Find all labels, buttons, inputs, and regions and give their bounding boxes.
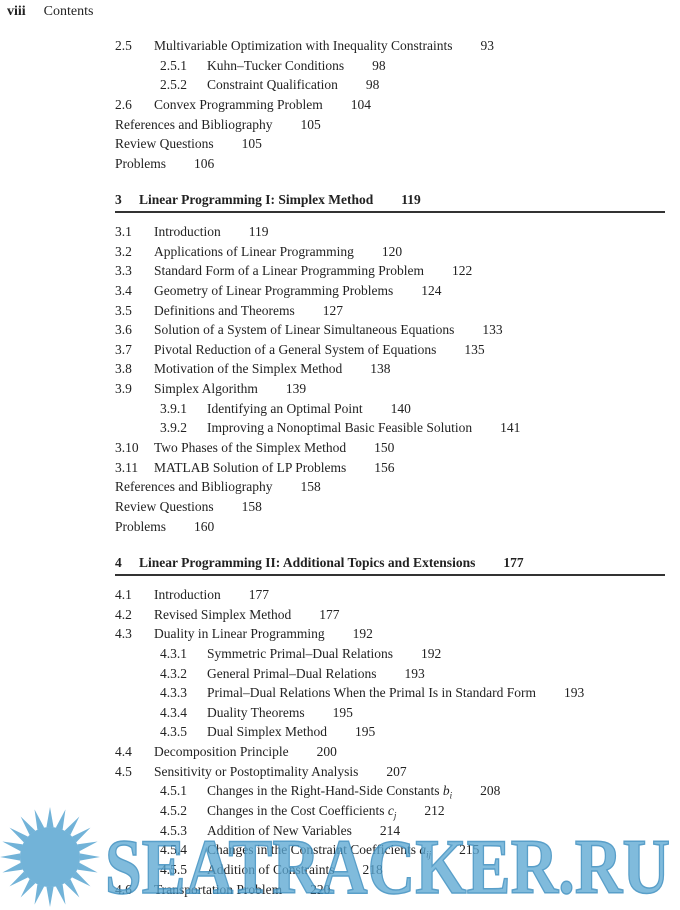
- entry-number: 3.11: [115, 459, 139, 475]
- toc-entry[interactable]: [115, 742, 665, 762]
- entry-page: 120: [381, 243, 403, 259]
- sun-ray: [77, 863, 97, 873]
- entry-title: Problems: [115, 518, 167, 534]
- entry-page: 158: [300, 479, 321, 495]
- toc-entry[interactable]: [115, 134, 665, 154]
- entry-title: Addition of New Variables: [207, 822, 352, 838]
- entry-page: 193: [563, 685, 585, 701]
- entry-page: 124: [421, 282, 442, 298]
- entry-number: 4.3.3: [160, 685, 187, 701]
- toc-block-chapter-4: [115, 585, 665, 899]
- entry-page: 150: [374, 440, 395, 456]
- entry-title: Changes in the Constraint Coefficients: [207, 842, 416, 858]
- entry-title: Introduction: [154, 587, 221, 602]
- entry-page: 138: [370, 361, 391, 377]
- entry-page: 218: [362, 861, 383, 877]
- entry-page: 119: [248, 224, 269, 239]
- toc-entry[interactable]: [115, 585, 665, 605]
- toc-entry[interactable]: [115, 115, 665, 135]
- entry-page: 139: [285, 381, 307, 397]
- entry-number: 3.6: [115, 322, 132, 338]
- toc-entry[interactable]: [115, 664, 665, 684]
- entry-page: 140: [390, 400, 411, 416]
- toc-entry[interactable]: [115, 36, 665, 56]
- entry-page: 214: [379, 822, 401, 838]
- toc-entry[interactable]: [115, 458, 665, 478]
- entry-page: 104: [350, 96, 371, 112]
- entry-title: Convex Programming Problem: [154, 96, 323, 112]
- sun-ray: [2, 842, 22, 852]
- entry-number: 2.5.2: [160, 77, 187, 93]
- entry-title: Multivariable Optimization with Inequality Constraints: [154, 38, 453, 53]
- entry-page: 105: [300, 116, 321, 132]
- entry-page: 220: [310, 881, 331, 897]
- entry-title: Review Questions: [115, 136, 214, 152]
- sun-ray: [35, 884, 45, 904]
- entry-title: Definitions and Theorems: [154, 302, 295, 318]
- entry-number: 4.3.1: [160, 645, 187, 661]
- entry-number: 3.3: [115, 263, 132, 279]
- entry-number: 3.8: [115, 361, 132, 377]
- chapter-heading-4[interactable]: [115, 555, 665, 576]
- entry-title: Motivation of the Simplex Method: [154, 361, 343, 377]
- sun-ray: [46, 887, 53, 907]
- entry-title: Identifying an Optimal Point: [207, 400, 363, 416]
- sun-ray: [56, 809, 66, 829]
- chapter-number: 3: [115, 192, 122, 207]
- entry-number: 4.5.1: [160, 783, 187, 799]
- entry-title: Changes in the Cost Coefficients: [207, 803, 385, 819]
- entry-number: 2.5.1: [160, 57, 187, 73]
- sun-ray: [72, 828, 91, 843]
- entry-title: Two Phases of the Simplex Method: [154, 440, 347, 456]
- toc-entry[interactable]: [115, 95, 665, 115]
- toc-entry[interactable]: [115, 379, 665, 399]
- entry-number: 4.3.4: [160, 704, 187, 720]
- entry-page: 177: [248, 587, 269, 602]
- entry-page: 133: [482, 322, 503, 338]
- toc-entry[interactable]: [115, 301, 665, 321]
- entry-number: 4.5.3: [160, 822, 187, 838]
- entry-title: References and Bibliography: [115, 479, 273, 495]
- entry-page: 158: [241, 498, 262, 514]
- entry-number: 4.3: [115, 626, 132, 642]
- entry-title: Geometry of Linear Programming Problems: [154, 282, 394, 298]
- entry-number: 3.10: [115, 440, 139, 456]
- entry-page: 195: [332, 704, 353, 720]
- sun-ray: [10, 872, 29, 887]
- toc-entry[interactable]: [115, 438, 665, 458]
- sun-ray: [56, 884, 66, 904]
- entry-title: Improving a Nonoptimal Basic Feasible Solution: [207, 420, 473, 436]
- toc-entry[interactable]: [115, 418, 665, 438]
- entry-number: 4.4: [115, 744, 132, 760]
- entry-number: 2.5: [115, 38, 132, 53]
- entry-title: Pivotal Reduction of a General System of Equations: [154, 341, 437, 357]
- entry-page: 177: [319, 606, 340, 622]
- entry-title: Introduction: [154, 224, 221, 239]
- entry-number: 2.6: [115, 96, 132, 112]
- entry-title: Sensitivity or Postoptimality Analysis: [154, 763, 359, 779]
- entry-number: 4.5.4: [160, 842, 187, 858]
- toc-entry[interactable]: [115, 340, 665, 360]
- sun-ray: [10, 828, 29, 843]
- entry-page: 192: [420, 645, 442, 661]
- toc-entry[interactable]: [115, 624, 665, 644]
- chapter-page: 119: [401, 192, 421, 207]
- sun-ray: [72, 872, 91, 887]
- entry-page: 127: [322, 302, 343, 318]
- toc-entry[interactable]: [115, 320, 665, 340]
- toc-entry[interactable]: [115, 762, 665, 782]
- toc-entry[interactable]: [115, 261, 665, 281]
- entry-title: Transportation Problem: [154, 881, 283, 897]
- entry-title: Revised Simplex Method: [154, 606, 292, 622]
- chapter-number: 4: [115, 555, 122, 570]
- toc-entry[interactable]: [115, 860, 665, 880]
- sun-ray: [80, 853, 100, 860]
- entry-number: 4.1: [115, 587, 132, 602]
- toc-entry[interactable]: [115, 801, 665, 821]
- toc-entry[interactable]: [115, 222, 665, 242]
- entry-math-subscript: i: [449, 791, 453, 802]
- entry-title: Review Questions: [115, 498, 214, 514]
- entry-page: 93: [480, 38, 494, 53]
- toc-entry[interactable]: [115, 644, 665, 664]
- entry-title: Primal–Dual Relations When the Primal Is in Standard Form: [207, 685, 536, 701]
- entry-title: References and Bibliography: [115, 116, 273, 132]
- sun-ray: [77, 842, 97, 852]
- entry-title: Applications of Linear Programming: [154, 243, 354, 259]
- chapter-title: Linear Programming II: Additional Topics and Extensions: [139, 555, 476, 570]
- entry-number: 3.9.2: [160, 420, 187, 436]
- entry-number: 4.5.5: [160, 861, 187, 877]
- entry-title: Duality in Linear Programming: [154, 626, 325, 642]
- entry-page: 156: [374, 459, 395, 475]
- toc-block-chapter-3: [115, 222, 665, 536]
- entry-math-subscript: j: [393, 810, 397, 821]
- entry-page: 98: [365, 77, 380, 93]
- entry-page: 207: [386, 763, 407, 779]
- toc-entry[interactable]: [115, 880, 665, 900]
- entry-number: 4.5: [115, 763, 132, 779]
- entry-page: 141: [500, 420, 521, 436]
- toc-entry[interactable]: [115, 840, 665, 860]
- entry-number: 4.2: [115, 606, 132, 622]
- toc-entry[interactable]: [115, 56, 665, 76]
- toc-entry[interactable]: [115, 497, 665, 517]
- entry-title: Symmetric Primal–Dual Relations: [207, 645, 393, 661]
- toc-entry[interactable]: [115, 722, 665, 742]
- toc-entry[interactable]: [115, 605, 665, 625]
- entry-page: 122: [451, 263, 473, 279]
- entry-number: 3.9.1: [160, 400, 187, 416]
- entry-number: 3.7: [115, 341, 132, 357]
- toc-entry[interactable]: [115, 154, 665, 174]
- entry-page: 105: [241, 136, 262, 152]
- entry-page: 212: [424, 803, 445, 819]
- chapter-title: Linear Programming I: Simplex Method: [139, 192, 374, 207]
- entry-title: MATLAB Solution of LP Problems: [154, 459, 347, 475]
- sun-ray: [0, 853, 20, 860]
- entry-page: 208: [480, 783, 501, 799]
- entry-title: Solution of a System of Linear Simultaneous Equations: [154, 322, 455, 338]
- entry-title: Dual Simplex Method: [207, 724, 327, 740]
- sun-ray: [21, 879, 36, 898]
- toc-entry[interactable]: [115, 683, 665, 703]
- entry-page: 98: [372, 57, 386, 73]
- entry-math-variable: a: [419, 842, 427, 858]
- sun-ray: [65, 879, 80, 898]
- watermark-text: SEATRACKER.RU: [105, 823, 670, 910]
- toc-entry[interactable]: [115, 821, 665, 841]
- entry-page: 192: [352, 626, 373, 642]
- sun-ray: [21, 817, 36, 836]
- entry-page: 135: [464, 341, 485, 357]
- entry-title: Addition of Constraints: [207, 861, 335, 877]
- sun-icon: [0, 807, 100, 907]
- entry-title: Decomposition Principle: [154, 744, 289, 760]
- entry-page: 200: [316, 744, 337, 760]
- entry-number: 4.6: [115, 881, 132, 897]
- entry-page: 215: [459, 842, 480, 858]
- running-header: [7, 4, 93, 20]
- entry-number: 3.1: [115, 224, 132, 239]
- entry-title: Kuhn–Tucker Conditions: [207, 57, 345, 73]
- sun-ray: [35, 809, 45, 829]
- toc-entry[interactable]: [115, 703, 665, 723]
- entry-number: 3.2: [115, 243, 132, 259]
- entry-page: 160: [194, 518, 215, 534]
- entry-number: 4.5.2: [160, 803, 187, 819]
- running-title: Contents: [43, 4, 94, 19]
- entry-number: 4.3.2: [160, 665, 187, 681]
- chapter-page: 177: [503, 555, 524, 570]
- entry-number: 3.5: [115, 302, 132, 318]
- toc-entry[interactable]: [115, 281, 665, 301]
- entry-title: Changes in the Right-Hand-Side Constants: [207, 783, 440, 799]
- sun-ray: [65, 817, 80, 836]
- entry-title: General Primal–Dual Relations: [207, 665, 377, 681]
- entry-title: Problems: [115, 155, 167, 171]
- entry-title: Standard Form of a Linear Programming Problem: [154, 263, 424, 279]
- toc-entry[interactable]: [115, 517, 665, 537]
- entry-page: 195: [355, 724, 376, 740]
- entry-math-subscript: ij: [426, 850, 432, 861]
- entry-math-variable: c: [387, 803, 394, 819]
- toc-entry[interactable]: [115, 242, 665, 262]
- page-number: viii: [7, 4, 26, 19]
- sun-ray: [46, 807, 53, 827]
- entry-number: 3.9: [115, 381, 132, 397]
- toc-entry[interactable]: [115, 399, 665, 419]
- toc-entry[interactable]: [115, 477, 665, 497]
- entry-number: 4.3.5: [160, 724, 187, 740]
- toc-entry[interactable]: [115, 781, 665, 801]
- entry-title: Constraint Qualification: [207, 77, 338, 93]
- sun-ray: [2, 863, 22, 873]
- entry-title: Duality Theorems: [207, 704, 305, 720]
- entry-number: 3.4: [115, 282, 132, 298]
- toc-entry[interactable]: [115, 75, 665, 95]
- entry-math-variable: b: [442, 783, 450, 799]
- toc-entry[interactable]: [115, 359, 665, 379]
- entry-page: 106: [194, 155, 215, 171]
- entry-title: Simplex Algorithm: [154, 381, 258, 397]
- toc-block-chapter-2-end: [115, 36, 665, 173]
- entry-page: 193: [404, 665, 425, 681]
- chapter-heading-3[interactable]: [115, 192, 665, 213]
